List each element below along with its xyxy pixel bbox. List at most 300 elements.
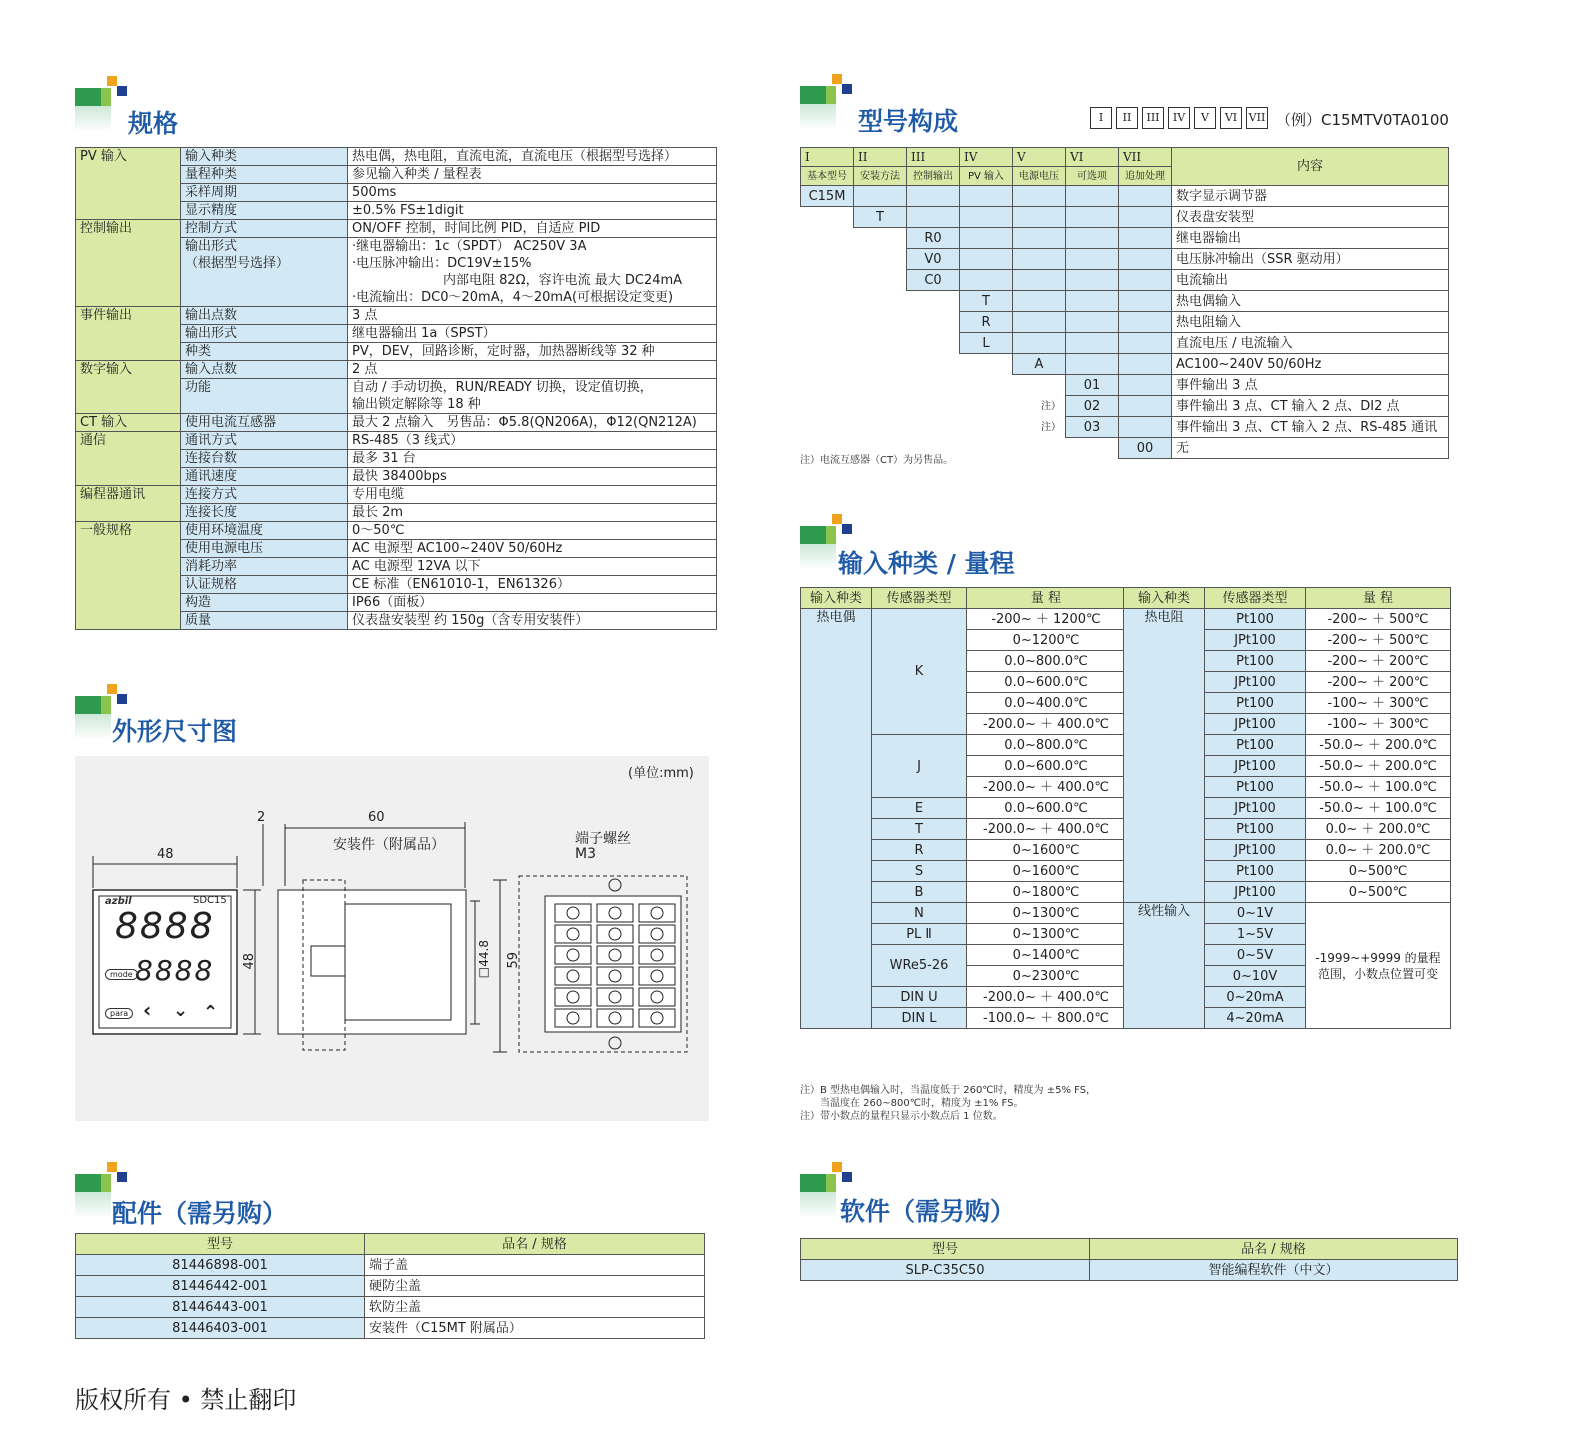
model-blank bbox=[1066, 333, 1119, 354]
software-table bbox=[800, 1238, 1458, 1281]
sensor-type: 0~20mA bbox=[1205, 987, 1306, 1008]
spec-value: 最快 38400bps bbox=[348, 468, 717, 486]
model-table bbox=[800, 147, 1449, 459]
model-empty bbox=[801, 249, 854, 270]
model-blank bbox=[1066, 354, 1119, 375]
range-header: 输入种类 bbox=[801, 588, 872, 609]
spec-value: 仪表盘安装型 约 150g（含专用安装件） bbox=[348, 612, 717, 630]
model-blank bbox=[1013, 228, 1066, 249]
spec-category: 编程器通讯 bbox=[76, 486, 181, 522]
sensor-type: Pt100 bbox=[1205, 861, 1306, 882]
model-box: III bbox=[1142, 107, 1164, 129]
spec-value: 3 点 bbox=[348, 307, 717, 325]
model-blank bbox=[1013, 249, 1066, 270]
spec-subitem: 使用环境温度 bbox=[181, 522, 348, 540]
model-desc: 数字显示调节器 bbox=[1172, 186, 1449, 207]
spec-value: ±0.5% FS±1digit bbox=[348, 202, 717, 220]
model-desc: 无 bbox=[1172, 438, 1449, 459]
model-empty: 注） bbox=[1041, 400, 1061, 412]
model-desc: 热电偶输入 bbox=[1172, 291, 1449, 312]
model-box: VI bbox=[1220, 107, 1242, 129]
sensor-type: JPt100 bbox=[1205, 714, 1306, 735]
spec-row bbox=[76, 414, 717, 432]
spec-value: PV，DEV，回路诊断，定时器，加热器断线等 32 种 bbox=[348, 343, 717, 361]
model-blank bbox=[1119, 396, 1172, 417]
model-row bbox=[801, 354, 1449, 375]
model-blank bbox=[1066, 249, 1119, 270]
model-label: SDC15 bbox=[193, 895, 227, 906]
model-col-label: PV 输入 bbox=[960, 167, 1013, 186]
model-empty bbox=[907, 291, 960, 312]
dim-44-8: □44.8 bbox=[477, 940, 491, 981]
model-col-num: III bbox=[907, 148, 960, 167]
model-row bbox=[801, 270, 1449, 291]
sensor-type: JPt100 bbox=[1205, 882, 1306, 903]
spec-category: 事件输出 bbox=[76, 307, 181, 361]
model-box: I bbox=[1090, 107, 1112, 129]
sensor-type: 0~10V bbox=[1205, 966, 1306, 987]
model-empty bbox=[854, 354, 907, 375]
model-desc: 热电阻输入 bbox=[1172, 312, 1449, 333]
model-blank bbox=[960, 228, 1013, 249]
model-empty bbox=[854, 417, 907, 438]
model-desc: 仪表盘安装型 bbox=[1172, 207, 1449, 228]
brand-logo: azbil bbox=[105, 896, 132, 907]
model-empty bbox=[907, 354, 960, 375]
range-value: -50.0~ ＋ 200.0℃ bbox=[1306, 756, 1451, 777]
model-col-label: 追加处理 bbox=[1119, 167, 1172, 186]
range-value: -200.0~ ＋ 400.0℃ bbox=[967, 777, 1126, 798]
model-blank bbox=[960, 207, 1013, 228]
accessory-name: 端子盖 bbox=[365, 1255, 705, 1276]
accessory-name: 安装件（C15MT 附属品） bbox=[365, 1318, 705, 1339]
para-key: para bbox=[105, 1008, 133, 1019]
dim-59: 59 bbox=[506, 952, 521, 969]
spec-subitem: 功能 bbox=[181, 379, 348, 414]
sensor-type: JPt100 bbox=[1205, 630, 1306, 651]
software-title: 软件（需另购） bbox=[840, 1197, 1016, 1226]
range-value: 0~1800℃ bbox=[967, 882, 1126, 903]
model-col-label: 可选项 bbox=[1066, 167, 1119, 186]
model-blank bbox=[1119, 207, 1172, 228]
accessory-code: 81446442-001 bbox=[76, 1276, 365, 1297]
model-code: 01 bbox=[1066, 375, 1119, 396]
spec-subitem: 输入点数 bbox=[181, 361, 348, 379]
spec-category: PV 输入 bbox=[76, 148, 181, 220]
spec-value: ON/OFF 控制，时间比例 PID，自适应 PID bbox=[348, 220, 717, 238]
model-blank bbox=[1066, 186, 1119, 207]
range-value: 0~1600℃ bbox=[967, 840, 1126, 861]
spec-subitem: 使用电流互感器 bbox=[181, 414, 348, 432]
model-empty bbox=[907, 312, 960, 333]
model-box: IV bbox=[1168, 107, 1190, 129]
mode-key: mode bbox=[105, 969, 138, 980]
spec-category: 数字输入 bbox=[76, 361, 181, 414]
spec-subitem: 通讯速度 bbox=[181, 468, 348, 486]
software-name: 智能编程软件（中文） bbox=[1090, 1260, 1458, 1281]
model-empty bbox=[960, 354, 1013, 375]
model-blank bbox=[1066, 207, 1119, 228]
model-code: V0 bbox=[907, 249, 960, 270]
sensor-type: N bbox=[872, 903, 967, 924]
range-value: 0~500℃ bbox=[1306, 861, 1451, 882]
model-row bbox=[801, 228, 1449, 249]
spec-value: 热电偶，热电阻，直流电流，直流电压（根据型号选择） bbox=[348, 148, 717, 166]
dim-width-48: 48 bbox=[157, 847, 174, 862]
spec-category: CT 输入 bbox=[76, 414, 181, 432]
model-empty bbox=[854, 312, 907, 333]
model-empty bbox=[801, 333, 854, 354]
sensor-type: 1~5V bbox=[1205, 924, 1306, 945]
accessories-title: 配件（需另购） bbox=[112, 1199, 288, 1228]
spec-category: 控制输出 bbox=[76, 220, 181, 307]
input-type: 热电偶 bbox=[801, 609, 872, 1029]
range-value: -100~ ＋ 300℃ bbox=[1306, 693, 1451, 714]
sv-display: 8888 bbox=[135, 954, 215, 987]
spec-value: 0～50℃ bbox=[348, 522, 717, 540]
model-code: L bbox=[960, 333, 1013, 354]
model-col-label: 控制输出 bbox=[907, 167, 960, 186]
software-header: 品名 / 规格 bbox=[1090, 1239, 1458, 1260]
model-empty bbox=[801, 354, 854, 375]
spec-subitem: 输出形式 bbox=[181, 325, 348, 343]
accessory-code: 81446443-001 bbox=[76, 1297, 365, 1318]
model-blank bbox=[1013, 186, 1066, 207]
sensor-type: DIN U bbox=[872, 987, 967, 1008]
model-desc: AC100~240V 50/60Hz bbox=[1172, 354, 1449, 375]
range-value: 0.0~800.0℃ bbox=[967, 735, 1126, 756]
spec-subitem: 通讯方式 bbox=[181, 432, 348, 450]
spec-value: 最多 31 台 bbox=[348, 450, 717, 468]
spec-subitem: 输入种类 bbox=[181, 148, 348, 166]
model-desc: 事件输出 3 点 bbox=[1172, 375, 1449, 396]
spec-table bbox=[75, 147, 717, 630]
sensor-type: 0~1V bbox=[1205, 903, 1306, 924]
model-code: C0 bbox=[907, 270, 960, 291]
model-blank bbox=[907, 207, 960, 228]
model-empty bbox=[801, 207, 854, 228]
range-header: 量 程 bbox=[1306, 588, 1451, 609]
model-box: V bbox=[1194, 107, 1216, 129]
range-header: 输入种类 bbox=[1124, 588, 1205, 609]
model-row bbox=[801, 417, 1449, 438]
model-blank bbox=[1119, 417, 1172, 438]
model-blank bbox=[1119, 270, 1172, 291]
model-row bbox=[801, 291, 1449, 312]
model-blank bbox=[1119, 375, 1172, 396]
range-row bbox=[801, 609, 1126, 630]
range-value: -200.0~ ＋ 400.0℃ bbox=[967, 819, 1126, 840]
spec-value: CE 标准（EN61010-1，EN61326） bbox=[348, 576, 717, 594]
range-value: -200.0~ ＋ 400.0℃ bbox=[967, 714, 1126, 735]
sensor-type: E bbox=[872, 798, 967, 819]
model-empty bbox=[801, 375, 854, 396]
spec-subitem: 连接台数 bbox=[181, 450, 348, 468]
range-value: 0.0~ ＋ 200.0℃ bbox=[1306, 840, 1451, 861]
range-value: -50.0~ ＋ 200.0℃ bbox=[1306, 735, 1451, 756]
spec-subitem: 采样周期 bbox=[181, 184, 348, 202]
model-col-num: II bbox=[854, 148, 907, 167]
sensor-type: Pt100 bbox=[1205, 651, 1306, 672]
range-header-row bbox=[801, 588, 1126, 609]
model-empty bbox=[801, 291, 854, 312]
model-blank bbox=[1066, 291, 1119, 312]
model-blank bbox=[1119, 354, 1172, 375]
range-value: 0~500℃ bbox=[1306, 882, 1451, 903]
spec-row bbox=[76, 361, 717, 379]
bracket-label: 安装件（附属品） bbox=[333, 837, 445, 853]
accessory-code: 81446403-001 bbox=[76, 1318, 365, 1339]
model-empty bbox=[960, 375, 1013, 396]
accessory-row bbox=[76, 1297, 705, 1318]
sensor-type: JPt100 bbox=[1205, 840, 1306, 861]
input-type: 线性输入 bbox=[1124, 903, 1205, 1029]
accessory-header: 品名 / 规格 bbox=[365, 1234, 705, 1255]
model-empty bbox=[854, 270, 907, 291]
spec-row bbox=[76, 432, 717, 450]
model-header-row bbox=[801, 148, 1449, 167]
spec-category: 通信 bbox=[76, 432, 181, 486]
model-blank bbox=[1066, 312, 1119, 333]
model-footnote: 注）电流互感器（CT）为另售品。 bbox=[800, 455, 954, 466]
model-row bbox=[801, 207, 1449, 228]
range-value: 0~1600℃ bbox=[967, 861, 1126, 882]
model-code: A bbox=[1013, 354, 1066, 375]
spec-subitem: 认证规格 bbox=[181, 576, 348, 594]
range-value: -200~ ＋ 1200℃ bbox=[967, 609, 1126, 630]
model-code: T bbox=[854, 207, 907, 228]
range-value: -50.0~ ＋ 100.0℃ bbox=[1306, 777, 1451, 798]
model-empty bbox=[1066, 438, 1119, 459]
range-value: -100~ ＋ 300℃ bbox=[1306, 714, 1451, 735]
range-value: 0.0~600.0℃ bbox=[967, 798, 1126, 819]
sensor-type: Pt100 bbox=[1205, 735, 1306, 756]
spec-value: 500ms bbox=[348, 184, 717, 202]
spec-subitem: 构造 bbox=[181, 594, 348, 612]
model-empty bbox=[1013, 438, 1066, 459]
sensor-type: Pt100 bbox=[1205, 609, 1306, 630]
model-empty bbox=[801, 417, 854, 438]
model-blank bbox=[960, 249, 1013, 270]
range-value: 0~1400℃ bbox=[967, 945, 1126, 966]
spec-value: IP66（面板） bbox=[348, 594, 717, 612]
range-value: -50.0~ ＋ 100.0℃ bbox=[1306, 798, 1451, 819]
model-col-label: 电源电压 bbox=[1013, 167, 1066, 186]
range-header: 传感器类型 bbox=[1205, 588, 1306, 609]
model-col-label: 基本型号 bbox=[801, 167, 854, 186]
range-notes bbox=[800, 1084, 1096, 1123]
down-arrow-icon: ⌄ bbox=[173, 1000, 189, 1021]
model-row bbox=[801, 312, 1449, 333]
spec-title: 规格 bbox=[128, 109, 179, 138]
model-empty bbox=[854, 396, 907, 417]
model-row bbox=[801, 375, 1449, 396]
model-empty bbox=[801, 228, 854, 249]
pv-display: 8888 bbox=[115, 906, 215, 947]
spec-value: 专用电缆 bbox=[348, 486, 717, 504]
model-col-num: VII bbox=[1119, 148, 1172, 167]
range-value: 0.0~ ＋ 200.0℃ bbox=[1306, 819, 1451, 840]
sensor-type: S bbox=[872, 861, 967, 882]
dim-height-48: 48 bbox=[242, 953, 257, 970]
range-note: 注）B 型热电偶输入时，当温度低于 260℃时，精度为 ±5% FS， bbox=[800, 1085, 1097, 1096]
dim-depth-60: 60 bbox=[368, 810, 385, 825]
software-row bbox=[801, 1260, 1458, 1281]
left-arrow-icon: ‹ bbox=[143, 998, 152, 1022]
model-empty bbox=[907, 417, 960, 438]
spec-subitem: 质量 bbox=[181, 612, 348, 630]
up-arrow-icon: ⌃ bbox=[203, 1002, 219, 1023]
accessory-row bbox=[76, 1255, 705, 1276]
accessory-header: 型号 bbox=[76, 1234, 365, 1255]
range-value: 0.0~800.0℃ bbox=[967, 651, 1126, 672]
model-desc: 事件输出 3 点、CT 输入 2 点、RS-485 通讯 bbox=[1172, 417, 1449, 438]
spec-value: 继电器输出 1a（SPST） bbox=[348, 325, 717, 343]
model-blank bbox=[1013, 207, 1066, 228]
model-empty bbox=[854, 249, 907, 270]
sensor-type: 4~20mA bbox=[1205, 1008, 1306, 1029]
spec-subitem: 输出点数 bbox=[181, 307, 348, 325]
model-blank bbox=[1119, 312, 1172, 333]
model-blank bbox=[1066, 270, 1119, 291]
model-blank bbox=[1013, 333, 1066, 354]
model-code: R bbox=[960, 312, 1013, 333]
range-value: -200~ ＋ 200℃ bbox=[1306, 672, 1451, 693]
model-empty bbox=[801, 396, 854, 417]
spec-value: 自动 / 手动切换，RUN/READY 切换，设定值切换， 输出锁定解除等 18 种 bbox=[348, 379, 717, 414]
model-desc: 事件输出 3 点、CT 输入 2 点、DI2 点 bbox=[1172, 396, 1449, 417]
spec-category: 一般规格 bbox=[76, 522, 181, 630]
model-box: VII bbox=[1246, 107, 1268, 129]
spec-row bbox=[76, 220, 717, 238]
section-deco bbox=[800, 74, 856, 130]
sensor-type: DIN L bbox=[872, 1008, 967, 1029]
model-empty bbox=[801, 270, 854, 291]
range-header: 传感器类型 bbox=[872, 588, 967, 609]
model-code: 00 bbox=[1119, 438, 1172, 459]
sensor-type: JPt100 bbox=[1205, 672, 1306, 693]
thermocouple-table bbox=[800, 587, 1126, 1029]
spec-value: AC 电源型 12VA 以下 bbox=[348, 558, 717, 576]
model-empty bbox=[854, 333, 907, 354]
rtd-table bbox=[1123, 587, 1451, 1029]
range-value: 0.0~600.0℃ bbox=[967, 672, 1126, 693]
model-code: R0 bbox=[907, 228, 960, 249]
spec-value: 2 点 bbox=[348, 361, 717, 379]
model-blank bbox=[854, 186, 907, 207]
model-blank bbox=[1119, 291, 1172, 312]
accessory-code: 81446898-001 bbox=[76, 1255, 365, 1276]
software-header-row bbox=[801, 1239, 1458, 1260]
spec-subitem: 使用电源电压 bbox=[181, 540, 348, 558]
accessory-row bbox=[76, 1276, 705, 1297]
model-box: II bbox=[1116, 107, 1138, 129]
model-empty bbox=[960, 438, 1013, 459]
model-col-num: V bbox=[1013, 148, 1066, 167]
spec-subitem: 连接长度 bbox=[181, 504, 348, 522]
model-blank bbox=[1013, 270, 1066, 291]
sensor-type: JPt100 bbox=[1205, 798, 1306, 819]
sensor-type: Pt100 bbox=[1205, 693, 1306, 714]
spec-row bbox=[76, 522, 717, 540]
m3-label: M3 bbox=[575, 846, 596, 862]
spec-value: 参见输入种类 / 量程表 bbox=[348, 166, 717, 184]
model-code: T bbox=[960, 291, 1013, 312]
model-blank bbox=[1119, 228, 1172, 249]
range-note: 当温度在 260~800℃时，精度为 ±1% FS。 bbox=[800, 1098, 1024, 1109]
spec-row bbox=[76, 307, 717, 325]
model-desc: 电压脉冲输出（SSR 驱动用） bbox=[1172, 249, 1449, 270]
spec-row bbox=[76, 148, 717, 166]
model-empty bbox=[854, 228, 907, 249]
sensor-type: T bbox=[872, 819, 967, 840]
spec-subitem: 显示精度 bbox=[181, 202, 348, 220]
model-blank bbox=[1119, 249, 1172, 270]
model-row bbox=[801, 186, 1449, 207]
range-value: -200~ ＋ 500℃ bbox=[1306, 630, 1451, 651]
sensor-type: 0~5V bbox=[1205, 945, 1306, 966]
range-value: 0~1300℃ bbox=[967, 924, 1126, 945]
spec-value: AC 电源型 AC100~240V 50/60Hz bbox=[348, 540, 717, 558]
section-deco bbox=[75, 76, 131, 132]
model-blank bbox=[1119, 186, 1172, 207]
dim-depth-2: 2 bbox=[257, 810, 266, 825]
sensor-type: WRe5-26 bbox=[872, 945, 967, 987]
software-code: SLP-C35C50 bbox=[801, 1260, 1090, 1281]
model-desc: 直流电压 / 电流输入 bbox=[1172, 333, 1449, 354]
accessory-row bbox=[76, 1318, 705, 1339]
range-header-row bbox=[1124, 588, 1451, 609]
range-title: 输入种类 / 量程 bbox=[838, 549, 1015, 578]
model-empty bbox=[907, 396, 960, 417]
model-empty bbox=[801, 312, 854, 333]
model-code: C15M bbox=[801, 186, 854, 207]
accessories-table bbox=[75, 1233, 705, 1339]
model-content-header: 内容 bbox=[1172, 148, 1449, 186]
sensor-type: PL Ⅱ bbox=[872, 924, 967, 945]
model-blank bbox=[1066, 228, 1119, 249]
spec-subitem: 输出形式 （根据型号选择） bbox=[181, 238, 348, 307]
spec-subitem: 量程种类 bbox=[181, 166, 348, 184]
model-code: 02 bbox=[1066, 396, 1119, 417]
range-header: 量 程 bbox=[967, 588, 1126, 609]
linear-range: -1999~+9999 的量程 范围，小数点位置可变 bbox=[1306, 903, 1451, 1029]
copyright: 版权所有 • 禁止翻印 bbox=[75, 1386, 297, 1414]
input-type: 热电阻 bbox=[1124, 609, 1205, 903]
model-col-label: 安装方法 bbox=[854, 167, 907, 186]
model-code: 03 bbox=[1066, 417, 1119, 438]
range-value: 0.0~400.0℃ bbox=[967, 693, 1126, 714]
sensor-type: K bbox=[872, 609, 967, 735]
model-desc: 电流输出 bbox=[1172, 270, 1449, 291]
sensor-type: Pt100 bbox=[1205, 819, 1306, 840]
model-empty bbox=[854, 291, 907, 312]
range-value: -100.0~ ＋ 800.0℃ bbox=[967, 1008, 1126, 1029]
spec-row bbox=[76, 486, 717, 504]
range-value: -200~ ＋ 200℃ bbox=[1306, 651, 1451, 672]
range-value: -200~ ＋ 500℃ bbox=[1306, 609, 1451, 630]
range-row bbox=[1124, 903, 1451, 924]
model-row bbox=[801, 396, 1449, 417]
model-empty bbox=[854, 375, 907, 396]
model-col-num: VI bbox=[1066, 148, 1119, 167]
model-desc: 继电器输出 bbox=[1172, 228, 1449, 249]
spec-table-wrap bbox=[75, 147, 717, 630]
model-empty: 注） bbox=[1041, 421, 1061, 433]
spec-value: ·继电器输出：1c（SPDT） AC250V 3A ·电压脉冲输出：DC19V±15% 内部电阻 82Ω，容许电流 最大 DC24mA ·电流输出：DC0～20mA，4～20mA(可根据设定变更) bbox=[348, 238, 717, 307]
range-value: 0.0~600.0℃ bbox=[967, 756, 1126, 777]
model-blank bbox=[1013, 312, 1066, 333]
